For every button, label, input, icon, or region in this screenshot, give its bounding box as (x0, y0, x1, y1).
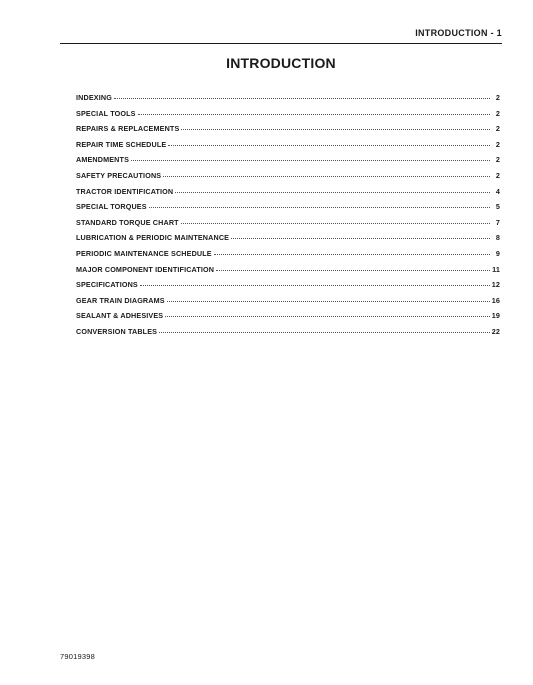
toc-entry-title: INDEXING (76, 93, 112, 102)
toc-entry-title: SPECIFICATIONS (76, 280, 138, 290)
toc-entry-title: LUBRICATION & PERIODIC MAINTENANCE (76, 233, 230, 243)
toc-entry-title: PERIODIC MAINTENANCE SCHEDULE (76, 248, 212, 258)
toc-leader-dots (149, 207, 490, 208)
toc-entry-page: 2 (495, 108, 500, 118)
toc-entry-page: 2 (495, 155, 500, 165)
running-header: INTRODUCTION - 1 (415, 28, 502, 38)
toc-leader-dots (167, 301, 490, 302)
toc-entry-page: 2 (495, 170, 500, 180)
toc-leader-dots (159, 332, 490, 333)
toc-leader-dots (168, 145, 490, 146)
toc-leader-dots (181, 223, 490, 224)
toc-entry[interactable] (76, 109, 500, 125)
toc-leader-dots (140, 285, 490, 286)
toc-entry-title: REPAIR TIME SCHEDULE (76, 139, 167, 149)
toc-entry[interactable] (76, 124, 500, 140)
document-number: 79019398 (60, 652, 95, 661)
toc-entry-title: SPECIAL TOOLS (76, 108, 136, 118)
toc-entry[interactable] (76, 311, 500, 327)
toc-entry[interactable] (76, 233, 500, 249)
toc-entry-page: 5 (495, 202, 500, 212)
toc-entry-page: 7 (495, 217, 500, 227)
toc-entry[interactable] (76, 249, 500, 265)
toc-entry-title: CONVERSION TABLES (76, 326, 158, 336)
toc-entry-title: STANDARD TORQUE CHART (76, 217, 179, 227)
toc-entry-page: 8 (495, 233, 500, 243)
toc-entry-page: 2 (495, 124, 500, 134)
toc-entry-title: GEAR TRAIN DIAGRAMS (76, 295, 165, 305)
header-rule (60, 43, 502, 44)
toc-entry-title: TRACTOR IDENTIFICATION (76, 186, 174, 196)
toc-entry-page: 2 (495, 93, 500, 102)
toc-entry[interactable] (76, 140, 500, 156)
toc-entry-page: 12 (491, 280, 500, 290)
toc-entry[interactable] (76, 171, 500, 187)
toc-entry[interactable] (76, 327, 500, 343)
toc-leader-dots (163, 176, 490, 177)
toc-entry-page: 9 (495, 248, 500, 258)
toc-leader-dots (216, 270, 490, 271)
page-title: INTRODUCTION (226, 55, 336, 71)
toc-leader-dots (165, 316, 489, 317)
toc-entry-page: 16 (491, 295, 500, 305)
toc-leader-dots (214, 254, 490, 255)
toc-entry-title: SEALANT & ADHESIVES (76, 311, 164, 321)
toc-entry-page: 4 (495, 186, 500, 196)
table-of-contents (76, 93, 500, 343)
toc-entry-page: 11 (492, 264, 500, 274)
toc-entry-title: SPECIAL TORQUES (76, 202, 147, 212)
toc-leader-dots (175, 192, 490, 193)
toc-entry[interactable] (76, 280, 500, 296)
toc-entry-title: REPAIRS & REPLACEMENTS (76, 124, 180, 134)
toc-entry[interactable] (76, 155, 500, 171)
toc-entry-title: SAFETY PRECAUTIONS (76, 170, 162, 180)
toc-entry-page: 19 (491, 311, 500, 321)
toc-leader-dots (138, 114, 490, 115)
toc-leader-dots (131, 160, 490, 161)
toc-entry[interactable] (76, 218, 500, 234)
toc-entry-title: MAJOR COMPONENT IDENTIFICATION (76, 264, 215, 274)
toc-leader-dots (114, 98, 490, 99)
toc-entry-page: 2 (495, 139, 500, 149)
toc-leader-dots (231, 238, 490, 239)
toc-entry[interactable] (76, 202, 500, 218)
toc-leader-dots (181, 129, 490, 130)
toc-entry[interactable] (76, 265, 500, 281)
toc-entry[interactable] (76, 296, 500, 312)
toc-entry-title: AMENDMENTS (76, 155, 130, 165)
toc-entry-page: 22 (491, 326, 500, 336)
toc-entry[interactable] (76, 187, 500, 203)
toc-entry[interactable] (76, 93, 500, 109)
